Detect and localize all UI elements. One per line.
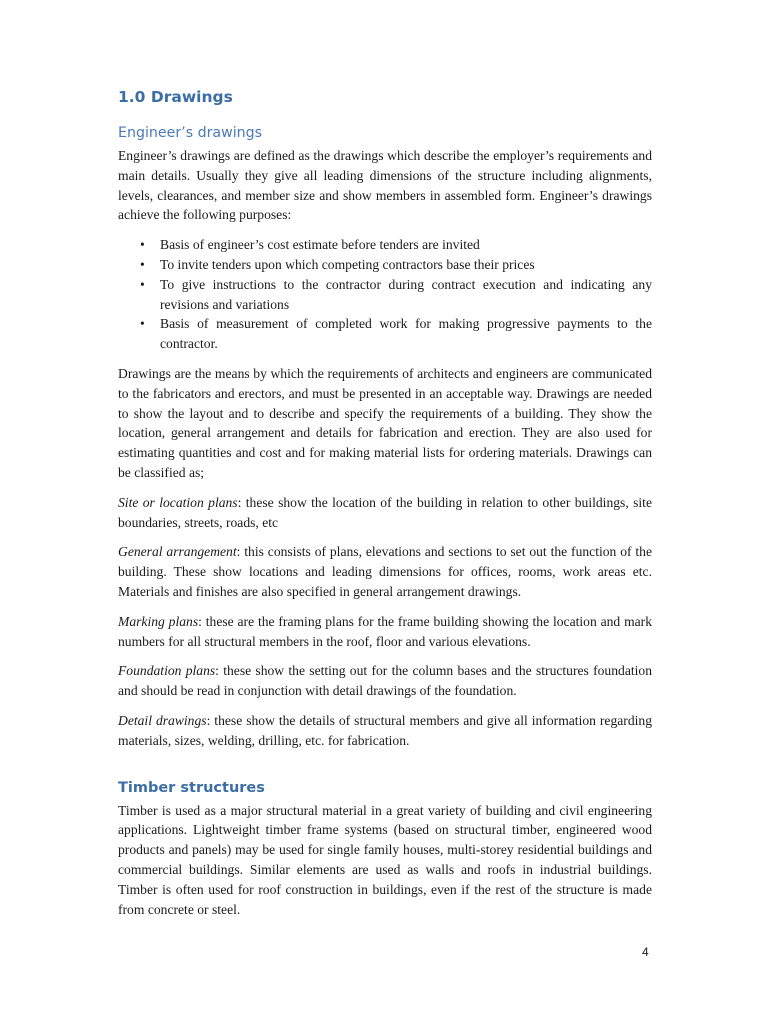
list-item-text: Basis of engineer’s cost estimate before tenders are invited (160, 237, 480, 253)
drawings-body-paragraph: Drawings are the means by which the requirements of architects and engineers are communicated to the fabricators and erectors, and must be presented in an acceptable way. Drawings are needed to show the layout and to describe and specify the requirements of a building. They show the location, general arrangement and details for fabrication and erection. They are also used for estimating quantities and cost and for making material lists for ordering materials. Drawings can be classified as; (118, 365, 652, 480)
list-item-text: To invite tenders upon which competing contractors base their prices (160, 256, 535, 272)
list-item-text: Basis of measurement of completed work for making progressive payments to the contractor. (160, 316, 652, 352)
definition-term: Foundation plans (118, 663, 216, 679)
page-number: 4 (642, 945, 649, 959)
definition-term: Detail drawings (118, 712, 207, 728)
definition-term: Site or location plans (118, 494, 238, 510)
engineers-intro-paragraph: Engineer’s drawings are defined as the drawings which describe the employer’s requirements and main details. Usually they give all leading dimensions of the structure including alignments, levels, clearances, and member size and show members in assembled form. Engineer’s drawings achieve the following purposes: (118, 148, 652, 223)
list-item (118, 235, 652, 255)
definition-text: : these are the framing plans for the frame building showing the location and mark numbers for all structural members in the roof, floor and various elevations. (118, 613, 652, 649)
definition-text: : this consists of plans, elevations and sections to set out the function of the building. These show locations and leading dimensions for offices, rooms, work areas etc. Materials and finishes are also specified in general arrangement drawings. (118, 544, 652, 599)
bullet-icon: • (140, 316, 145, 332)
definition-text: : these show the location of the building in relation to other buildings, site boundaries, streets, roads, etc (118, 494, 652, 530)
definition-foundation-plans (118, 661, 652, 701)
section-spacer (118, 761, 652, 775)
list-item (118, 255, 652, 275)
list-item (118, 314, 652, 354)
bullet-icon: • (140, 237, 145, 253)
bullet-icon: • (140, 276, 145, 292)
list-item (118, 275, 652, 315)
engineers-drawings-heading: Engineer’s drawings (118, 125, 263, 141)
purposes-list (118, 235, 652, 354)
document-page (118, 84, 652, 929)
definition-general-arrangement (118, 542, 652, 601)
definition-marking-plans (118, 612, 652, 652)
definition-term: General arrangement (118, 544, 237, 560)
timber-body-paragraph: Timber is used as a major structural material in a great variety of building and civil engineering applications. Lightweight timber frame systems (based on structural timber, engineered wood products and panels) may be used for single family houses, multi-storey residential buildings and commercial buildings. Similar elements are used as walls and roofs in industrial buildings. Timber is often used for roof construction in buildings, even if the rest of the structure is made from concrete or steel. (118, 802, 652, 917)
definition-text: : these show the details of structural members and give all information regarding materials, sizes, welding, drilling, etc. for fabrication. (118, 712, 652, 748)
definition-detail-drawings (118, 711, 652, 751)
list-item-text: To give instructions to the contractor during contract execution and indicating any revisions and variations (160, 276, 652, 312)
bullet-icon: • (140, 256, 145, 272)
definition-term: Marking plans (118, 613, 199, 629)
definition-text: : these show the setting out for the column bases and the structures foundation and should be read in conjunction with detail drawings of the foundation. (118, 663, 653, 699)
definition-site-plans (118, 493, 652, 533)
timber-structures-heading: Timber structures (118, 779, 265, 796)
section-title: 1.0 Drawings (118, 88, 233, 106)
